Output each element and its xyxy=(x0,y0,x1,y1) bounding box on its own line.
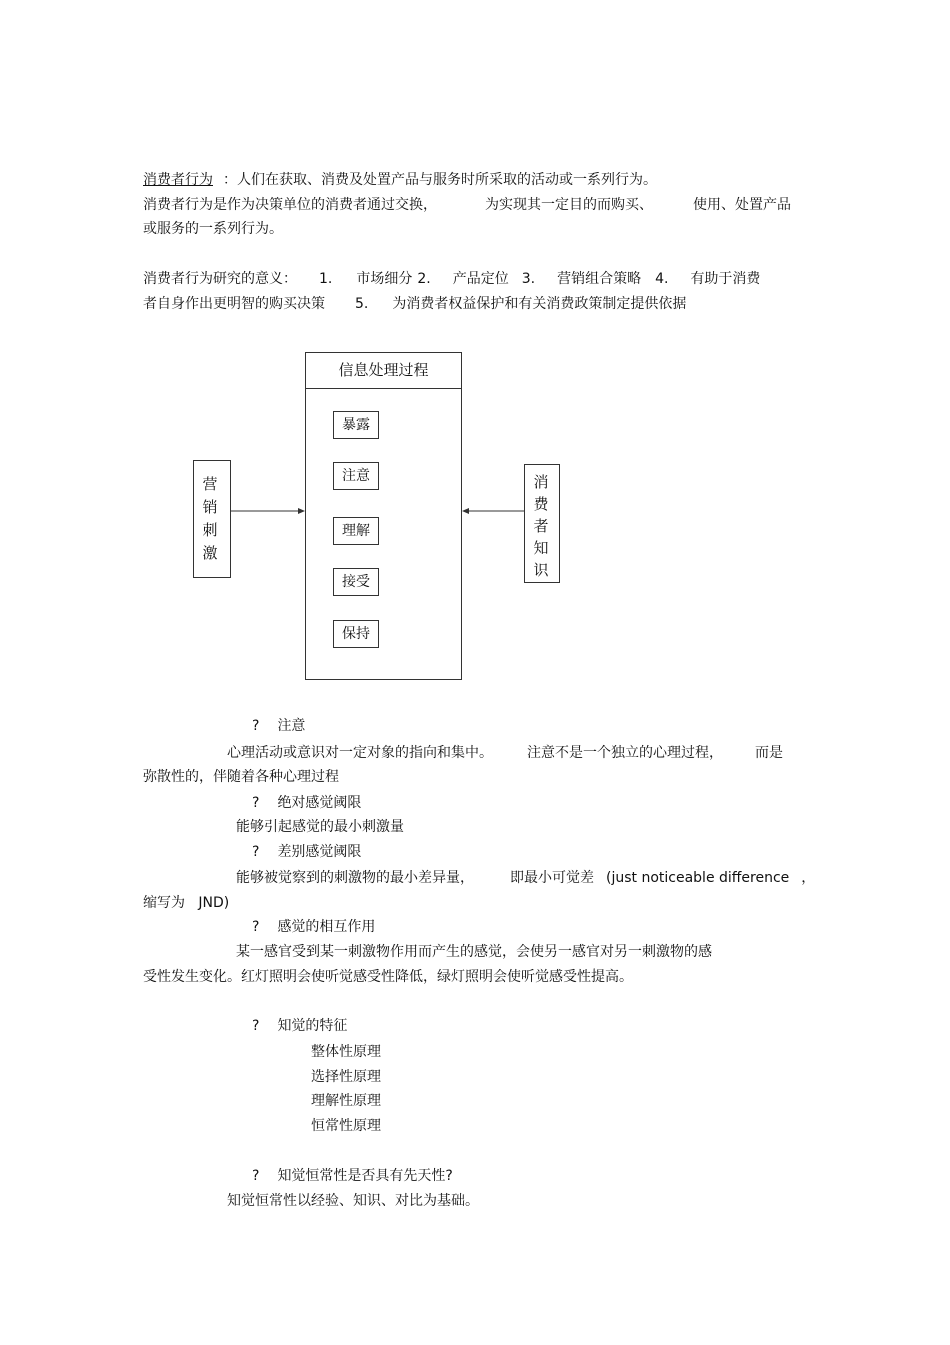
absolute-threshold-title: 绝对感觉阈限 xyxy=(277,795,362,811)
sensory-interaction-line-2: 受性发生变化。红灯照明会使听觉感受性降低，绿灯照明会使听觉感受性提高。 xyxy=(143,969,633,985)
perception-item: 整体性原理 xyxy=(311,1044,381,1060)
constancy-title: 知觉恒常性是否具有先天性? xyxy=(277,1168,453,1184)
attention-line-1 xyxy=(227,743,783,763)
definition-colon: ： xyxy=(223,172,237,188)
perception-item: 恒常性原理 xyxy=(311,1118,381,1134)
differential-threshold-title: 差别感觉阈限 xyxy=(277,844,362,860)
significance-item-2: 产品定位 xyxy=(452,271,509,287)
definition-line-2b: 为实现其一定目的而购买、 xyxy=(485,197,653,213)
sensory-interaction-title: 感觉的相互作用 xyxy=(277,919,376,935)
sensory-interaction-heading xyxy=(252,917,375,937)
differential-threshold-line-2: 缩写为 JND) xyxy=(143,895,230,911)
perception-features-title: 知觉的特征 xyxy=(277,1018,348,1034)
attention-text-b: 注意不是一个独立的心理过程， xyxy=(527,745,723,761)
bullet: ? xyxy=(252,718,260,734)
absolute-threshold-body: 能够引起感觉的最小刺激量 xyxy=(236,819,404,835)
attention-text-a: 心理活动或意识对一定对象的指向和集中。 xyxy=(227,745,493,761)
step-acceptance: 接受 xyxy=(333,568,379,596)
differential-text-d: ， xyxy=(801,870,816,886)
significance-num-3: 3. xyxy=(521,271,536,287)
process-title: 信息处理过程 xyxy=(305,352,462,389)
constancy-heading xyxy=(252,1166,453,1186)
attention-heading xyxy=(252,716,305,736)
differential-threshold-line-1 xyxy=(236,868,815,888)
step-attention: 注意 xyxy=(333,462,379,490)
definition-text: 人们在获取、消费及处置产品与服务时所采取的活动或一系列行为。 xyxy=(237,172,657,188)
significance-item-1: 市场细分 xyxy=(356,271,413,287)
significance-num-5: 5. xyxy=(355,296,369,312)
left-arrow-head xyxy=(298,508,305,514)
perception-item: 选择性原理 xyxy=(311,1069,381,1085)
attention-text-c: 而是 xyxy=(755,745,783,761)
significance-line-2a: 者自身作出更明智的购买决策 xyxy=(143,296,325,312)
perception-item: 理解性原理 xyxy=(311,1093,381,1109)
right-arrow-head xyxy=(462,508,469,514)
significance-label: 消费者行为研究的意义： xyxy=(143,271,297,287)
definition-term: 消费者行为 xyxy=(143,172,213,188)
definition-line-2a: 消费者行为是作为决策单位的消费者通过交换， xyxy=(143,197,437,213)
significance-item-5: 为消费者权益保护和有关消费政策制定提供依据 xyxy=(392,296,687,312)
absolute-threshold-heading xyxy=(252,793,361,813)
marketing-stimulus-box xyxy=(193,460,231,578)
consumer-knowledge-box xyxy=(524,464,560,583)
differential-threshold-heading xyxy=(252,842,361,862)
definition-line-3: 或服务的一系列行为。 xyxy=(143,221,283,237)
attention-line-2: 弥散性的，伴随着各种心理过程 xyxy=(143,769,339,785)
step-retention: 保持 xyxy=(333,620,379,648)
marketing-stimulus-label: 营销刺激 xyxy=(202,475,220,562)
bullet: ? xyxy=(252,844,260,860)
significance-num-1: 1. xyxy=(319,271,333,287)
perception-features-heading xyxy=(252,1016,347,1036)
process-frame xyxy=(305,352,462,680)
step-exposure: 暴露 xyxy=(333,411,379,439)
significance-num-4: 4. xyxy=(655,271,669,287)
significance-item-4: 有助于消费 xyxy=(690,271,761,287)
significance-num-2: 2. xyxy=(417,271,431,287)
definition-line-2c: 使用、处置产品 xyxy=(693,197,791,213)
bullet: ? xyxy=(252,1018,260,1034)
attention-title: 注意 xyxy=(277,718,306,734)
bullet: ? xyxy=(252,795,260,811)
bullet: ? xyxy=(252,919,260,935)
differential-text-c: (just noticeable difference xyxy=(606,870,790,886)
step-comprehension: 理解 xyxy=(333,517,379,545)
bullet: ? xyxy=(252,1168,260,1184)
differential-text-a: 能够被觉察到的刺激物的最小差异量， xyxy=(236,870,474,886)
differential-text-b: 即最小可觉差 xyxy=(510,870,594,886)
significance-item-3: 营销组合策略 xyxy=(557,271,642,287)
constancy-body: 知觉恒常性以经验、知识、对比为基础。 xyxy=(227,1193,479,1209)
consumer-knowledge-label: 消费者知识 xyxy=(533,473,551,579)
sensory-interaction-line-1: 某一感官受到某一刺激物作用而产生的感觉，会使另一感官对另一刺激物的感 xyxy=(236,944,712,960)
